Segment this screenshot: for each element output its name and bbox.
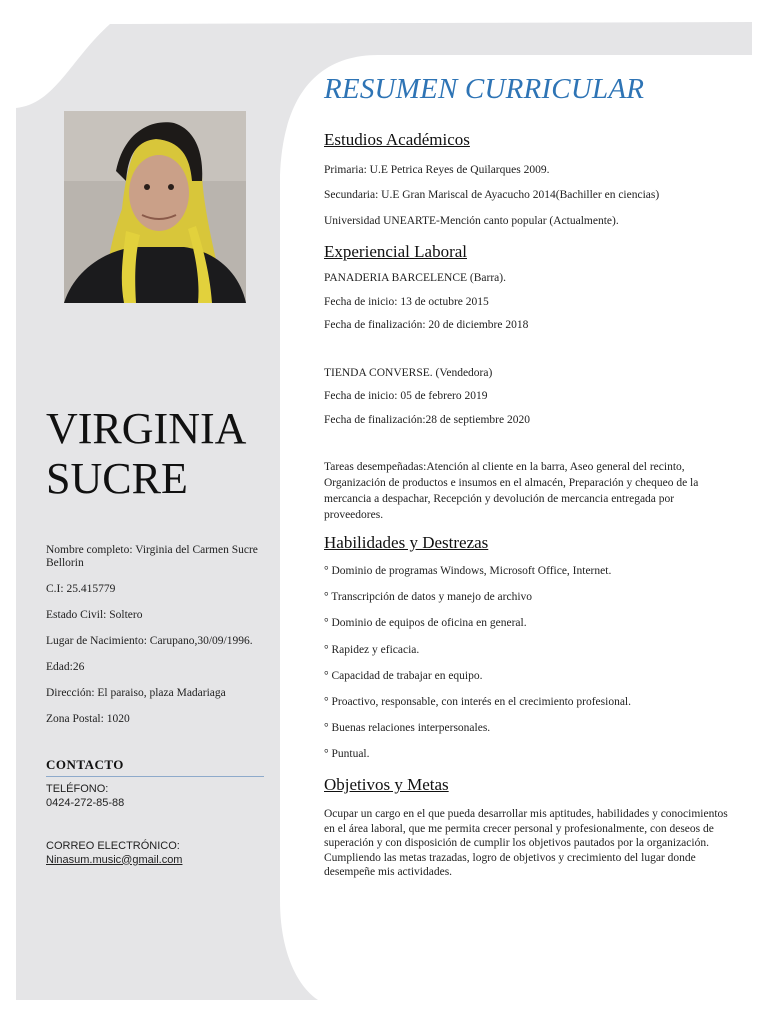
studies-line: Primaria: U.E Petrica Reyes de Quilarques 2009. bbox=[324, 164, 550, 176]
skill-item: ° Buenas relaciones interpersonales. bbox=[324, 722, 491, 734]
last-name: SUCRE bbox=[46, 454, 188, 503]
contact-phone bbox=[46, 783, 276, 810]
info-full-name: Nombre completo: Virginia del Carmen Sucre Bellorin bbox=[46, 544, 258, 569]
goals-text: Ocupar un cargo en el que pueda desarrollar mis aptitudes, habilidades y conocimientos en el área laboral, que me permita crecer personal y profesionalmente, con deseos de superación y con disposición de cumplir los objetivos pautados por la organización. Cumpliendo las metas trazadas, logro de objetivos y crecimiento del lugar donde desempeñe mis actividades. bbox=[324, 808, 728, 878]
candidate-name bbox=[46, 404, 246, 504]
experience-tasks: Tareas desempeñadas:Atención al cliente en la barra, Aseo general del recinto, Organización de productos e insumos en el almacén, Preparación y chequeo de la mercancia a despachar, Recepción y devolución de mercancia entregada por proveedores. bbox=[324, 461, 699, 521]
skill-item: ° Proactivo, responsable, con interés en el crecimiento profesional. bbox=[324, 696, 632, 708]
experience-line: PANADERIA BARCELENCE (Barra). bbox=[324, 272, 506, 284]
email-link[interactable]: Ninasum.music@gmail.com bbox=[46, 853, 183, 866]
skills-heading: Habilidades y Destrezas bbox=[324, 533, 489, 552]
goals-heading: Objetivos y Metas bbox=[324, 775, 449, 794]
skill-item: ° Dominio de programas Windows, Microsoft Office, Internet. bbox=[324, 565, 612, 577]
experience-line: Fecha de finalización: 20 de diciembre 2018 bbox=[324, 319, 529, 331]
studies-line: Secundaria: U.E Gran Mariscal de Ayacucho 2014(Bachiller en ciencias) bbox=[324, 189, 660, 201]
studies-line: Universidad UNEARTE-Mención canto popular (Actualmente). bbox=[324, 215, 619, 227]
contact-email bbox=[46, 840, 276, 867]
experience-line: Fecha de finalización:28 de septiembre 2020 bbox=[324, 414, 530, 426]
skill-item: ° Puntual. bbox=[324, 748, 370, 760]
phone-value: 0424-272-85-88 bbox=[46, 796, 125, 809]
info-ci: C.I: 25.415779 bbox=[46, 583, 116, 595]
info-birthplace: Lugar de Nacimiento: Carupano,30/09/1996. bbox=[46, 635, 253, 647]
experience-heading: Experiencial Laboral bbox=[324, 242, 468, 261]
skill-item: ° Transcripción de datos y manejo de archivo bbox=[324, 591, 533, 603]
skill-item: ° Capacidad de trabajar en equipo. bbox=[324, 670, 483, 682]
phone-label: TELÉFONO: bbox=[46, 783, 109, 795]
info-postal-code: Zona Postal: 1020 bbox=[46, 713, 130, 725]
info-age: Edad:26 bbox=[46, 661, 85, 673]
email-label: CORREO ELECTRÓNICO: bbox=[46, 840, 180, 852]
experience-line: TIENDA CONVERSE. (Vendedora) bbox=[324, 367, 493, 379]
page-title: RESUMEN CURRICULAR bbox=[324, 73, 645, 105]
experience-line: Fecha de inicio: 05 de febrero 2019 bbox=[324, 390, 488, 402]
studies-heading: Estudios Académicos bbox=[324, 130, 470, 149]
experience-line: Fecha de inicio: 13 de octubre 2015 bbox=[324, 296, 489, 308]
first-name: VIRGINIA bbox=[46, 404, 247, 453]
info-address: Dirección: El paraiso, plaza Madariaga bbox=[46, 687, 226, 699]
contact-heading: CONTACTO bbox=[46, 757, 264, 777]
info-civil-status: Estado Civil: Soltero bbox=[46, 609, 143, 621]
skill-item: ° Rapidez y eficacia. bbox=[324, 644, 420, 656]
profile-photo bbox=[64, 111, 246, 303]
personal-info bbox=[46, 544, 276, 726]
skill-item: ° Dominio de equipos de oficina en general. bbox=[324, 617, 527, 629]
